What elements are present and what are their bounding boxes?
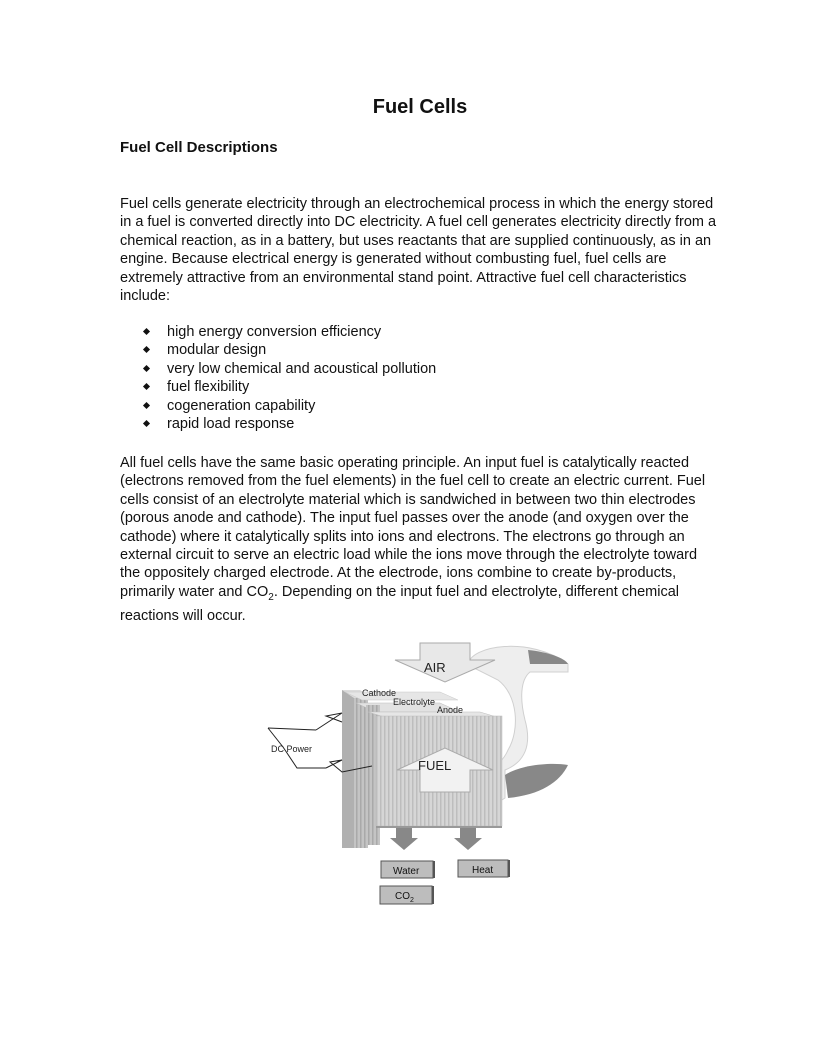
water-label: Water	[393, 866, 420, 877]
list-item-text: high energy conversion efficiency	[167, 324, 382, 340]
principle-subscript: 2	[268, 591, 274, 603]
cathode-label: Cathode	[362, 688, 397, 698]
co2-label-subscript: 2	[410, 897, 414, 904]
anode-bottom-edge	[376, 826, 502, 828]
dc-wire-top	[268, 728, 316, 730]
section-heading: Fuel Cell Descriptions	[120, 139, 278, 156]
anode-label: Anode	[437, 705, 464, 715]
principle-ending: . Depending on the input fuel and electrolyte, different chemical reactions will occur.	[120, 583, 680, 625]
dc-wire-top-zigzag	[316, 713, 342, 730]
heat-box-shadow	[508, 860, 510, 877]
list-item-text: fuel flexibility	[167, 379, 250, 396]
water-output-arrow-icon	[390, 828, 418, 850]
return-loop-top-tip	[528, 650, 568, 664]
return-loop-bottom-tip	[505, 764, 568, 798]
cathode-slab	[354, 698, 368, 848]
heat-label: Heat	[472, 865, 494, 876]
principle-text: All fuel cells have the same basic operating principle. An input fuel is catalytically reacted (electrons removed from the fuel elements) in the fuel cell to create an electric current. Fuel cells consist of an electrolyte material which is sandwiched in between two thin electrodes (porous anode and cathode). The input fuel passes over the anode (and oxygen over the cathode) where it catalytically splits into ions and electrons. The electrons go through an external circuit to serve an electric load while the ions move through the electrolyte toward the oppositely charged electrode. At the electrode, ions combine to create by-products, primarily water and CO	[120, 455, 706, 600]
fuel-label: FUEL	[418, 758, 452, 773]
air-label: AIR	[424, 660, 446, 675]
page-title: Fuel Cells	[372, 96, 468, 118]
list-item-text: modular design	[167, 342, 267, 359]
list-item-text: very low chemical and acoustical pollution	[167, 360, 437, 377]
co2-box-shadow	[432, 886, 434, 904]
list-item-text: rapid load response	[167, 416, 295, 433]
electrolyte-label: Electrolyte	[393, 697, 436, 707]
dc-power-label: DC Power	[271, 744, 313, 754]
list-item-text: cogeneration capability	[167, 397, 316, 414]
co2-label-text: CO	[395, 891, 410, 902]
intro-paragraph: Fuel cells generate electricity through an electrochemical process in which the energy stored in a fuel is converted directly into DC electricity. A fuel cell generates electricity directly from a chemical reaction, as in a battery, but uses reactants that are supplied continuously, as in an engine. Because electrical energy is generated without combusting fuel, fuel cells are extremely attractive from an environmental stand point. Attractive fuel cell characteristics include:	[120, 196, 717, 305]
water-box-shadow	[433, 861, 435, 878]
heat-output-arrow-icon	[454, 828, 482, 850]
